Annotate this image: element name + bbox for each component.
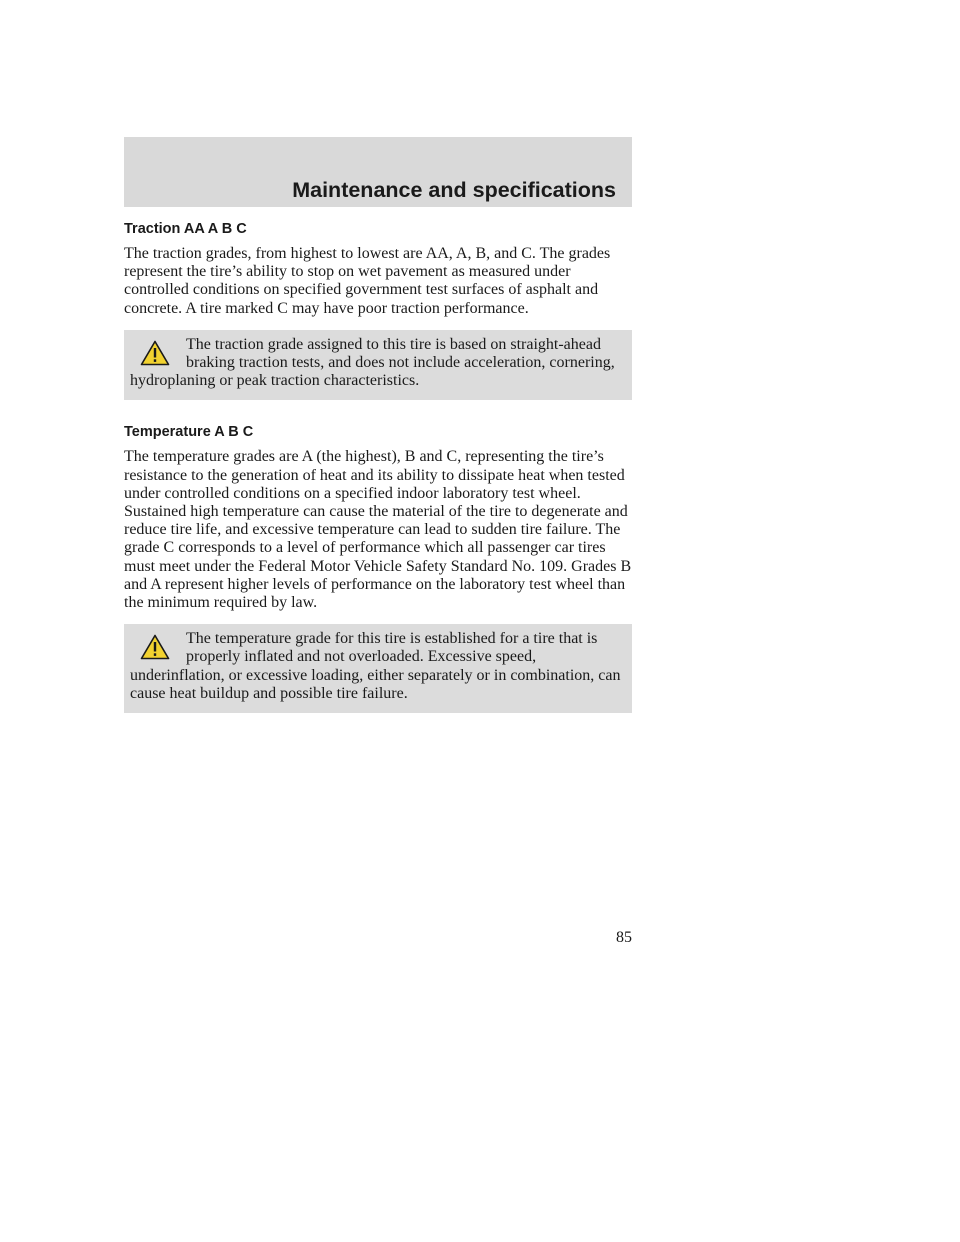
section-heading-traction: Traction AA A B C [124,221,247,237]
section-heading-temperature: Temperature A B C [124,424,254,441]
warning-box-traction [124,330,632,401]
section-paragraph-temperature: The temperature grades are A (the highest), B and C, representing the tire’s resistance to the generation of heat and its ability to dissipate heat when tested under controlled conditions on a specified indoor laboratory test wheel. Sustained high temperature can cause the material of the tire to degenerate and reduce tire life, and excessive temperature can lead to sudden tire failure. The grade C corresponds to a level of performance which all passenger car tires must meet under the Federal Motor Vehicle Safety Standard No. 109. Grades B and A represent higher levels of performance on the laboratory test wheel than the minimum required by law. [124,448,632,612]
page-header-title: Maintenance and specifications [292,178,616,202]
warning-triangle-icon [140,630,176,658]
warning-box-temperature [124,624,632,713]
section-temperature [124,422,632,713]
header-band [124,137,632,207]
section-traction [124,219,632,400]
warning-triangle-icon [140,336,176,364]
page-number: 85 [616,929,632,946]
page-content [124,219,632,713]
section-paragraph-traction: The traction grades, from highest to lowest are AA, A, B, and C. The grades represent the tire’s ability to stop on wet pavement as measured under controlled conditions on specified government test surfaces of asphalt and concrete. A tire marked C may have poor traction performance. [124,245,611,317]
section-spacer [124,400,632,422]
warning-text-temperature: The temperature grade for this tire is established for a tire that is properly inflated and not overloaded. Excessive speed, underinflation, or excessive loading, either separately or in combination, can cause heat buildup and possible tire failure. [130,630,621,702]
warning-text-traction: The traction grade assigned to this tire is based on straight-ahead braking traction tests, and does not include acceleration, cornering, hydroplaning or peak traction characteristics. [130,335,615,390]
